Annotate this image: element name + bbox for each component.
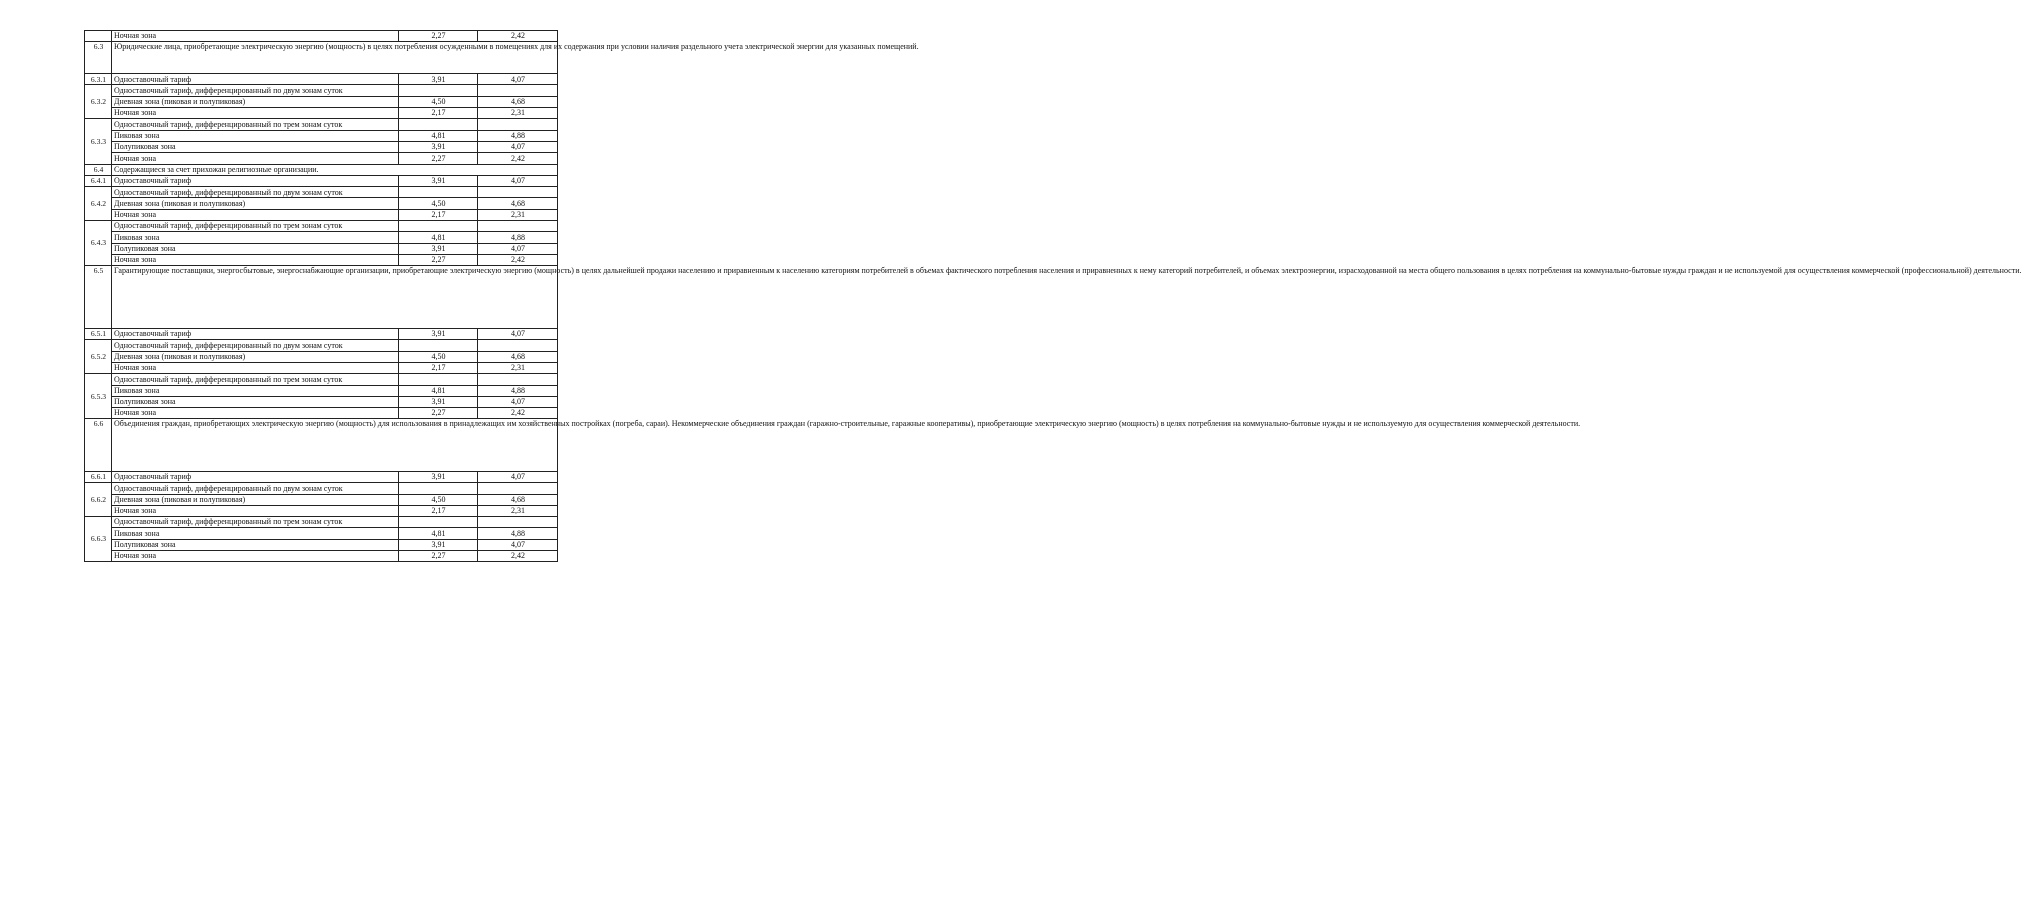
subsection-row xyxy=(85,483,558,494)
tariff-value-first-half: 4,81 xyxy=(399,232,478,243)
tariff-value-empty xyxy=(478,85,558,96)
table-row xyxy=(85,31,558,42)
tariff-value-first-half: 2,27 xyxy=(399,408,478,419)
tariff-value-first-half: 4,50 xyxy=(399,96,478,107)
tariff-value-first-half: 2,17 xyxy=(399,108,478,119)
tariff-value-first-half: 4,81 xyxy=(399,130,478,141)
table-row xyxy=(85,362,558,373)
tariff-description: Одноставочный тариф, дифференцированный по трем зонам суток xyxy=(112,221,399,232)
tariff-value-first-half: 2,17 xyxy=(399,209,478,220)
item-number: 6.5.2 xyxy=(85,340,112,374)
tariff-description: Одноставочный тариф, дифференцированный по двум зонам суток xyxy=(112,85,399,96)
tariff-value-empty xyxy=(399,221,478,232)
tariff-value-second-half: 2,31 xyxy=(478,362,558,373)
tariff-value-first-half: 4,50 xyxy=(399,351,478,362)
item-number: 6.5.1 xyxy=(85,329,112,340)
tariff-value-second-half: 4,88 xyxy=(478,385,558,396)
tariff-value-second-half: 4,07 xyxy=(478,243,558,254)
tariff-value-empty xyxy=(478,340,558,351)
tariff-description: Одноставочный тариф, дифференцированный по двум зонам суток xyxy=(112,483,399,494)
tariff-value-first-half: 3,91 xyxy=(399,175,478,186)
item-number: 6.6.1 xyxy=(85,471,112,482)
table-row xyxy=(85,351,558,362)
tariff-description: Ночная зона xyxy=(112,153,399,164)
tariff-value-first-half: 3,91 xyxy=(399,471,478,482)
section-title: Гарантирующие поставщики, энергосбытовые, энергоснабжающие организации, приобретающие электрическую энергию (мощность) в целях дальнейшей продажи населению и приравненным к населению категориям потребителей в объемах фактического потребления населения и приравненных к нему категорий потребителей, и объемах электроэнергии, израсходованной на места общего пользования в целях потребления на коммунально-бытовые нужды граждан и не используемой для осуществления коммерческой (профессиональной) деятельности. xyxy=(112,266,558,329)
table-row xyxy=(85,96,558,107)
tariff-value-second-half: 4,88 xyxy=(478,130,558,141)
tariff-description: Дневная зона (пиковая и полупиковая) xyxy=(112,494,399,505)
tariff-value-second-half: 4,88 xyxy=(478,232,558,243)
tariff-description: Одноставочный тариф xyxy=(112,175,399,186)
tariff-value-first-half: 2,27 xyxy=(399,31,478,42)
tariff-description: Одноставочный тариф, дифференцированный по двум зонам суток xyxy=(112,187,399,198)
table-row xyxy=(85,198,558,209)
subsection-row xyxy=(85,517,558,528)
tariff-value-second-half: 4,07 xyxy=(478,74,558,85)
section-number: 6.3 xyxy=(85,42,112,74)
tariff-value-first-half: 3,91 xyxy=(399,329,478,340)
subsection-row xyxy=(85,119,558,130)
table-row xyxy=(85,108,558,119)
tariff-value-first-half: 2,27 xyxy=(399,254,478,265)
table-row xyxy=(85,329,558,340)
table-row xyxy=(85,408,558,419)
tariff-value-first-half: 3,91 xyxy=(399,141,478,152)
table-row xyxy=(85,528,558,539)
tariff-description: Полупиковая зона xyxy=(112,243,399,254)
tariff-description: Одноставочный тариф xyxy=(112,471,399,482)
tariff-description: Одноставочный тариф xyxy=(112,329,399,340)
tariff-value-first-half: 3,91 xyxy=(399,74,478,85)
item-number: 6.6.2 xyxy=(85,483,112,517)
tariff-description: Пиковая зона xyxy=(112,130,399,141)
section-number: 6.5 xyxy=(85,266,112,329)
table-row xyxy=(85,74,558,85)
tariff-value-second-half: 2,31 xyxy=(478,209,558,220)
item-number: 6.5.3 xyxy=(85,374,112,419)
item-number: 6.3.2 xyxy=(85,85,112,119)
tariff-value-first-half: 2,27 xyxy=(399,550,478,561)
tariff-value-empty xyxy=(399,340,478,351)
tariff-value-second-half: 4,68 xyxy=(478,351,558,362)
tariff-value-empty xyxy=(478,517,558,528)
table-row xyxy=(85,209,558,220)
tariff-value-first-half: 2,27 xyxy=(399,153,478,164)
tariff-description: Одноставочный тариф, дифференцированный по трем зонам суток xyxy=(112,119,399,130)
tariff-description: Полупиковая зона xyxy=(112,396,399,407)
tariff-description: Ночная зона xyxy=(112,254,399,265)
table-row xyxy=(85,396,558,407)
tariff-description: Ночная зона xyxy=(112,408,399,419)
item-number xyxy=(85,31,112,42)
tariff-value-empty xyxy=(399,119,478,130)
tariff-value-second-half: 4,07 xyxy=(478,141,558,152)
tariff-value-empty xyxy=(399,517,478,528)
tariff-value-second-half: 2,42 xyxy=(478,31,558,42)
section-header-row xyxy=(85,164,558,175)
tariff-value-second-half: 4,68 xyxy=(478,494,558,505)
tariff-value-second-half: 4,68 xyxy=(478,96,558,107)
tariff-description: Пиковая зона xyxy=(112,528,399,539)
subsection-row xyxy=(85,340,558,351)
tariff-value-empty xyxy=(399,85,478,96)
subsection-row xyxy=(85,374,558,385)
tariff-value-first-half: 2,17 xyxy=(399,505,478,516)
section-number: 6.4 xyxy=(85,164,112,175)
tariff-description: Дневная зона (пиковая и полупиковая) xyxy=(112,96,399,107)
tariff-value-empty xyxy=(478,483,558,494)
tariff-value-second-half: 2,42 xyxy=(478,254,558,265)
item-number: 6.4.1 xyxy=(85,175,112,186)
tariff-value-second-half: 4,07 xyxy=(478,539,558,550)
table-row xyxy=(85,505,558,516)
tariff-description: Пиковая зона xyxy=(112,232,399,243)
table-row xyxy=(85,550,558,561)
item-number: 6.4.3 xyxy=(85,221,112,266)
tariff-value-second-half: 4,07 xyxy=(478,396,558,407)
tariff-value-empty xyxy=(478,187,558,198)
table-row xyxy=(85,153,558,164)
table-row xyxy=(85,141,558,152)
tariff-value-first-half: 3,91 xyxy=(399,396,478,407)
tariff-value-first-half: 4,81 xyxy=(399,385,478,396)
item-number: 6.3.3 xyxy=(85,119,112,164)
tariff-value-first-half: 3,91 xyxy=(399,243,478,254)
tariff-description: Ночная зона xyxy=(112,505,399,516)
tariff-description: Одноставочный тариф xyxy=(112,74,399,85)
tariff-description: Ночная зона xyxy=(112,31,399,42)
section-title: Содержащиеся за счет прихожан религиозные организации. xyxy=(112,164,558,175)
tariff-value-first-half: 4,81 xyxy=(399,528,478,539)
table-row xyxy=(85,494,558,505)
tariff-value-first-half: 4,50 xyxy=(399,198,478,209)
tariff-description: Ночная зона xyxy=(112,108,399,119)
tariff-value-empty xyxy=(399,374,478,385)
item-number: 6.6.3 xyxy=(85,517,112,562)
tariff-description: Дневная зона (пиковая и полупиковая) xyxy=(112,351,399,362)
table-row xyxy=(85,175,558,186)
tariff-value-second-half: 4,68 xyxy=(478,198,558,209)
tariff-value-second-half: 2,42 xyxy=(478,550,558,561)
tariff-description: Одноставочный тариф, дифференцированный по двум зонам суток xyxy=(112,340,399,351)
table-row xyxy=(85,232,558,243)
tariff-value-first-half: 4,50 xyxy=(399,494,478,505)
table-row xyxy=(85,130,558,141)
tariff-value-empty xyxy=(478,374,558,385)
tariff-description: Одноставочный тариф, дифференцированный по трем зонам суток xyxy=(112,517,399,528)
section-header-row xyxy=(85,266,558,329)
tariff-value-second-half: 2,31 xyxy=(478,108,558,119)
tariff-value-first-half: 3,91 xyxy=(399,539,478,550)
tariff-description: Одноставочный тариф, дифференцированный по трем зонам суток xyxy=(112,374,399,385)
subsection-row xyxy=(85,221,558,232)
section-title: Юридические лица, приобретающие электрическую энергию (мощность) в целях потребления осужденными в помещениях для их содержания при условии наличия раздельного учета электрической энергии для указанных помещений. xyxy=(112,42,558,74)
table-row xyxy=(85,471,558,482)
subsection-row xyxy=(85,187,558,198)
tariff-value-empty xyxy=(399,483,478,494)
table-row xyxy=(85,385,558,396)
tariff-value-second-half: 4,07 xyxy=(478,329,558,340)
table-row xyxy=(85,539,558,550)
tariff-description: Ночная зона xyxy=(112,550,399,561)
tariff-value-second-half: 2,42 xyxy=(478,408,558,419)
section-number: 6.6 xyxy=(85,419,112,472)
tariff-table xyxy=(84,30,2021,562)
tariff-description: Дневная зона (пиковая и полупиковая) xyxy=(112,198,399,209)
tariff-value-empty xyxy=(478,221,558,232)
tariff-value-first-half: 2,17 xyxy=(399,362,478,373)
section-title: Объединения граждан, приобретающих электрическую энергию (мощность) для использования в принадлежащих им хозяйственных постройках (погреба, сараи). Некоммерческие объединения граждан (гаражно-строительные, гаражные кооперативы), приобретающие электрическую энергию (мощность) в целях потребления на коммунально-бытовые нужды и не используемую для осуществления коммерческой деятельности. xyxy=(112,419,558,472)
item-number: 6.3.1 xyxy=(85,74,112,85)
tariff-description: Полупиковая зона xyxy=(112,539,399,550)
tariff-table-body xyxy=(85,31,2021,562)
tariff-description: Пиковая зона xyxy=(112,385,399,396)
section-header-row xyxy=(85,419,558,472)
tariff-description: Ночная зона xyxy=(112,209,399,220)
tariff-value-second-half: 4,07 xyxy=(478,471,558,482)
tariff-description: Полупиковая зона xyxy=(112,141,399,152)
tariff-value-second-half: 4,88 xyxy=(478,528,558,539)
table-row xyxy=(85,243,558,254)
tariff-value-second-half: 2,42 xyxy=(478,153,558,164)
tariff-value-empty xyxy=(399,187,478,198)
tariff-value-second-half: 4,07 xyxy=(478,175,558,186)
tariff-value-second-half: 2,31 xyxy=(478,505,558,516)
section-header-row xyxy=(85,42,558,74)
item-number: 6.4.2 xyxy=(85,187,112,221)
tariff-value-empty xyxy=(478,119,558,130)
tariff-description: Ночная зона xyxy=(112,362,399,373)
subsection-row xyxy=(85,85,558,96)
table-row xyxy=(85,254,558,265)
